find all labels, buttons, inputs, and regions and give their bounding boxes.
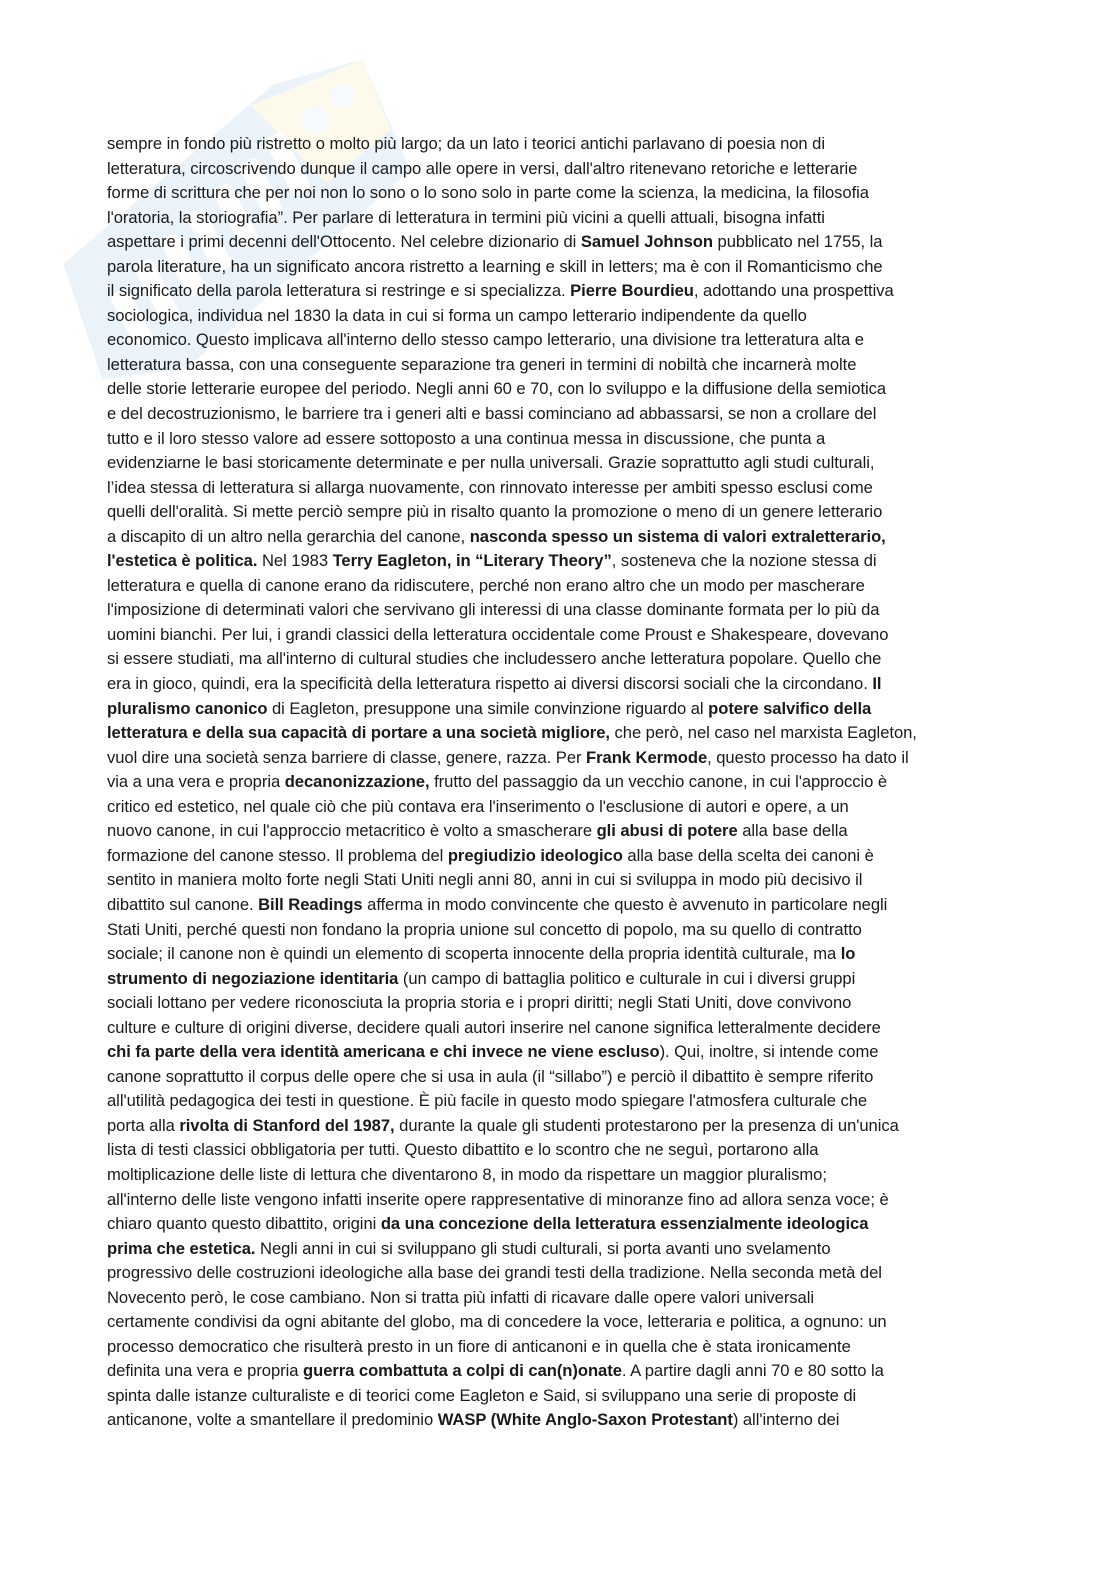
text-segment: il significato della parola letteratura si restringe e si specializza. (107, 281, 571, 301)
text-line (107, 574, 1007, 599)
text-line (107, 1114, 1007, 1139)
text-segment: . A partire dagli anni 70 e 80 sotto la (621, 1361, 884, 1381)
text-segment: Novecento però, le cose cambiano. Non si tratta più infatti di ricavare dalle opere valori universali (107, 1287, 815, 1307)
text-segment: quelli dell'oralità. Si mette perciò sempre più in risalto quanto la promozione o meno di un genere letterario (107, 502, 883, 522)
text-line (107, 770, 1007, 795)
text-segment: vuol dire una società senza barriere di classe, genere, razza. Per (107, 747, 587, 767)
text-segment: , questo processo ha dato il (707, 747, 909, 767)
text-line (107, 1286, 1007, 1311)
text-segment: all'interno delle liste vengono infatti inserite opere rappresentative di minoranze fino ad allora senza voce; è (107, 1189, 889, 1209)
text-line (107, 697, 1007, 722)
text-segment: alla base della (737, 821, 848, 841)
text-line (107, 500, 1007, 525)
text-line (107, 1163, 1007, 1188)
bold-text-segment: Il (872, 674, 882, 694)
text-segment: evidenziarne le basi storicamente determinate e per nulla universali. Grazie soprattutto agli studi culturali, (107, 453, 875, 473)
bold-text-segment: l'estetica è politica. (107, 551, 258, 571)
text-line (107, 893, 1007, 918)
text-line (107, 647, 1007, 672)
text-line (107, 181, 1007, 206)
text-line (107, 255, 1007, 280)
text-line (107, 1261, 1007, 1286)
text-line (107, 1065, 1007, 1090)
text-segment: l'oratoria, la storiografia”. Per parlare di letteratura in termini più vicini a quelli attuali, bisogna infatti (107, 207, 825, 227)
text-line (107, 328, 1007, 353)
text-segment: moltiplicazione delle liste di lettura che diventarono 8, in modo da rispettare un maggior pluralismo; (107, 1164, 827, 1184)
text-segment: pubblicato nel 1755, la (712, 232, 883, 252)
text-segment: chiaro quanto questo dibattito, origini (107, 1214, 381, 1234)
text-segment: nuovo canone, in cui l'approccio metacritico è volto a smascherare (107, 821, 597, 841)
text-segment: sociali lottano per vedere riconosciuta la propria storia e i propri diritti; negli Stati Uniti, dove convivono (107, 993, 852, 1013)
bold-text-segment: guerra combattuta a colpi di can(n)onate (303, 1361, 622, 1381)
text-line (107, 918, 1007, 943)
text-segment: formazione del canone stesso. Il problema del (107, 845, 448, 865)
bold-text-segment: Bill Readings (258, 894, 363, 914)
text-line (107, 1016, 1007, 1041)
text-segment: processo democratico che risulterà presto in un fiore di anticanoni e in quella che è stata ironicamente (107, 1336, 851, 1356)
text-line (107, 1359, 1007, 1384)
bold-text-segment: da una concezione della letteratura essenzialmente ideologica (380, 1214, 869, 1234)
text-line (107, 967, 1007, 992)
text-segment: via a una vera e propria (107, 772, 285, 792)
text-segment: l’idea stessa di letteratura si allarga nuovamente, con rinnovato interesse per ambiti spesso esclusi come (107, 477, 873, 497)
document-body-text (107, 132, 1007, 1433)
text-line (107, 427, 1007, 452)
text-line (107, 1237, 1007, 1262)
bold-text-segment: strumento di negoziazione identitaria (107, 968, 399, 988)
text-segment: sempre in fondo più ristretto o molto più largo; da un lato i teorici antichi parlavano di poesia non di (107, 134, 825, 153)
bold-text-segment: Pierre Bourdieu (570, 281, 694, 301)
text-segment: culture e culture di origini diverse, decidere quali autori inserire nel canone significa letteralmente decidere (107, 1017, 881, 1037)
text-line (107, 991, 1007, 1016)
text-line (107, 132, 1007, 157)
text-line (107, 795, 1007, 820)
text-line (107, 377, 1007, 402)
bold-text-segment: WASP (White Anglo-Saxon Protestant (437, 1410, 733, 1430)
bold-text-segment: pluralismo canonico (107, 698, 268, 718)
text-segment: tutto e il loro stesso valore ad essere sottoposto a una continua messa in discussione, che punta a (107, 428, 826, 448)
bold-text-segment: gli abusi di potere (596, 821, 738, 841)
text-segment: canone soprattutto il corpus delle opere che si usa in aula (il “sillabo”) e perciò il dibattito è sempre riferito (107, 1066, 874, 1086)
text-segment: era in gioco, quindi, era la specificità della letteratura rispetto ai diversi discorsi sociali che la circondano. (107, 674, 873, 694)
bold-text-segment: letteratura e della sua capacità di portare a una società migliore, (107, 723, 610, 743)
bold-text-segment: rivolta di Stanford del 1987, (179, 1115, 395, 1135)
text-line (107, 451, 1007, 476)
text-segment: letteratura, circoscrivendo dunque il campo alle opere in versi, dall'altro ritenevano retoriche e letterarie (107, 158, 858, 178)
text-segment: spinta dalle istanze culturaliste e di teorici come Eagleton e Said, si sviluppano una serie di proposte di (107, 1385, 857, 1405)
text-segment: definita una vera e propria (107, 1361, 304, 1381)
text-segment: sentito in maniera molto forte negli Stati Uniti negli anni 80, anni in cui si sviluppa in modo più decisivo il (107, 870, 863, 890)
bold-text-segment: chi fa parte della vera identità americana e chi invece ne viene escluso (107, 1042, 660, 1062)
bold-text-segment: potere salvifico della (708, 698, 872, 718)
text-line (107, 1384, 1007, 1409)
text-line (107, 1212, 1007, 1237)
text-line (107, 598, 1007, 623)
text-segment: letteratura bassa, con una conseguente separazione tra generi in termini di nobiltà che incarnerà molte (107, 354, 857, 374)
text-segment: ) all'interno dei (732, 1410, 840, 1430)
text-segment: all'utilità pedagogica dei testi in questione. È più facile in questo modo spiegare l'atmosfera culturale che (107, 1091, 868, 1111)
text-line (107, 672, 1007, 697)
text-segment: economico. Questo implicava all'interno dello stesso campo letterario, una divisione tra letteratura alta e (107, 330, 864, 350)
text-segment: alla base della scelta dei canoni è (622, 845, 874, 865)
bold-text-segment: Samuel Johnson (580, 232, 713, 252)
bold-text-segment: Terry Eagleton, in “Literary Theory” (332, 551, 612, 571)
text-line (107, 476, 1007, 501)
text-line (107, 1040, 1007, 1065)
text-line (107, 206, 1007, 231)
text-line (107, 157, 1007, 182)
text-line (107, 549, 1007, 574)
text-line (107, 1188, 1007, 1213)
text-segment: Negli anni in cui si sviluppano gli studi culturali, si porta avanti uno svelamento (255, 1238, 831, 1258)
text-segment: dibattito sul canone. (107, 894, 259, 914)
text-segment: progressivo delle costruzioni ideologiche alla base dei grandi testi della tradizione. Nella seconda metà del (107, 1263, 882, 1283)
text-segment: anticanone, volte a smantellare il predominio (107, 1410, 438, 1430)
text-segment: aspettare i primi decenni dell'Ottocento. Nel celebre dizionario di (107, 232, 581, 252)
text-segment: afferma in modo convincente che questo è avvenuto in particolare negli (362, 894, 888, 914)
text-segment: forme di scrittura che per noi non lo sono o lo sono solo in parte come la scienza, la medicina, la filosofia (107, 183, 869, 203)
text-segment: si essere studiati, ma all'interno di cultural studies che includessero anche letteratura popolare. Quello che (107, 649, 882, 669)
text-segment: frutto del passaggio da un vecchio canone, in cui l'approccio è (429, 772, 888, 792)
bold-text-segment: lo (840, 944, 856, 964)
text-segment: sociologica, individua nel 1830 la data in cui si forma un campo letterario indipendente da quello (107, 305, 807, 325)
text-line (107, 1335, 1007, 1360)
text-segment: sociale; il canone non è quindi un elemento di scoperta innocente della propria identità culturale, ma (107, 944, 841, 964)
bold-text-segment: decanonizzazione, (284, 772, 430, 792)
text-segment: , adottando una prospettiva (693, 281, 894, 301)
text-segment: certamente condivisi da ogni abitante del globo, ma di concedere la voce, letteraria e politica, a ognuno: un (107, 1312, 887, 1332)
text-segment: Nel 1983 (257, 551, 333, 571)
text-segment: ). Qui, inoltre, si intende come (659, 1042, 879, 1062)
text-line (107, 402, 1007, 427)
text-line (107, 746, 1007, 771)
text-segment: durante la quale gli studenti protestarono per la presenza di un'unica (394, 1115, 899, 1135)
text-segment: a discapito di un altro nella gerarchia del canone, (107, 526, 470, 546)
text-line (107, 1408, 1007, 1433)
text-line (107, 1089, 1007, 1114)
text-line (107, 279, 1007, 304)
text-line (107, 1138, 1007, 1163)
bold-text-segment: Frank Kermode (586, 747, 708, 767)
text-segment: e del decostruzionismo, le barriere tra i generi alti e bassi cominciano ad abbassarsi, se non a crollare del (107, 404, 877, 424)
text-segment: critico ed estetico, nel quale ciò che più contava era l'inserimento o l'esclusione di autori e opere, a un (107, 796, 849, 816)
text-line (107, 1310, 1007, 1335)
text-line (107, 868, 1007, 893)
text-line (107, 942, 1007, 967)
bold-text-segment: pregiudizio ideologico (447, 845, 623, 865)
text-segment: che però, nel caso nel marxista Eagleton, (609, 723, 917, 743)
text-segment: di Eagleton, presuppone una simile convinzione riguardo al (267, 698, 709, 718)
text-segment: letteratura e quella di canone erano da ridiscutere, perché non erano altro che un modo per mascherare (107, 575, 865, 595)
text-line (107, 844, 1007, 869)
text-segment: (un campo di battaglia politico e culturale in cui i diversi gruppi (398, 968, 856, 988)
text-segment: uomini bianchi. Per lui, i grandi classici della letteratura occidentale come Proust e Shakespeare, dovevano (107, 624, 889, 644)
text-segment: porta alla (107, 1115, 180, 1135)
text-line (107, 525, 1007, 550)
text-segment: , sosteneva che la nozione stessa di (611, 551, 877, 571)
text-line (107, 819, 1007, 844)
text-line (107, 353, 1007, 378)
bold-text-segment: nasconda spesso un sistema di valori extraletterario, (469, 526, 886, 546)
text-line (107, 623, 1007, 648)
text-line (107, 304, 1007, 329)
bold-text-segment: prima che estetica. (107, 1238, 256, 1258)
text-segment: Stati Uniti, perché questi non fondano la propria unione sul concetto di popolo, ma su quello di contratto (107, 919, 862, 939)
text-segment: l'imposizione di determinati valori che servivano gli interessi di una classe dominante formata per lo più da (107, 600, 880, 620)
text-segment: lista di testi classici obbligatoria per tutti. Questo dibattito e lo scontro che ne seguì, portarono alla (107, 1140, 819, 1160)
text-segment: delle storie letterarie europee del periodo. Negli anni 60 e 70, con lo sviluppo e la diffusione della semiotica (107, 379, 887, 399)
text-segment: parola literature, ha un significato ancora ristretto a learning e skill in letters; ma è con il Romanticismo che (107, 256, 883, 276)
text-line (107, 721, 1007, 746)
text-line (107, 230, 1007, 255)
